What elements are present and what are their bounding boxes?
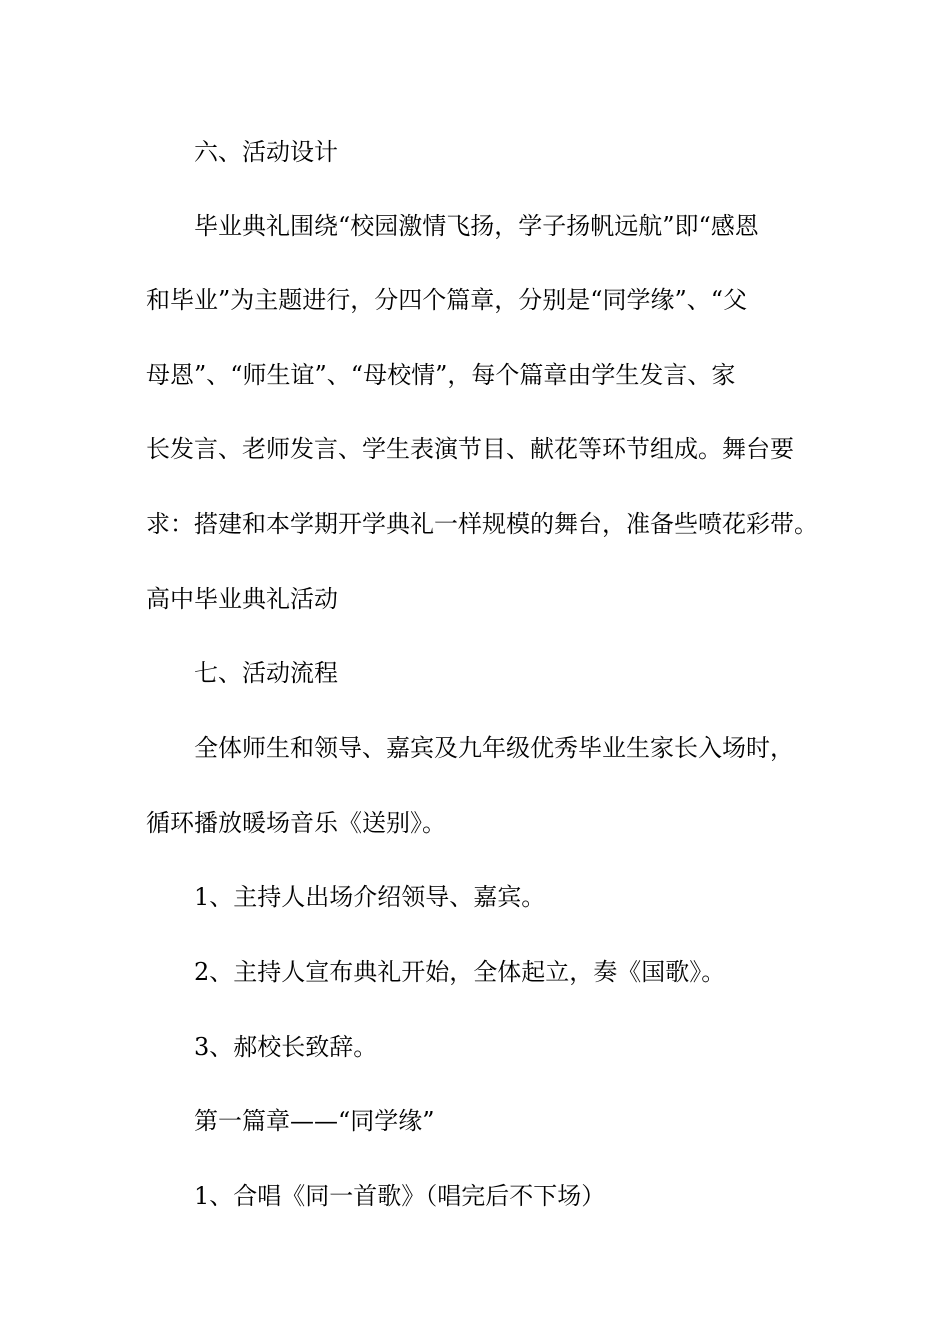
list-item: 1、主持人出场介绍领导、嘉宾。 [194, 883, 546, 911]
chapter-heading: 第一篇章——“同学缘” [194, 1107, 435, 1135]
list-item: 3、郝校长致辞。 [194, 1033, 378, 1061]
section-heading-activity-design: 六、活动设计 [194, 138, 338, 166]
paragraph-line: 循环播放暖场音乐《送别》。 [146, 809, 446, 837]
section-heading-activity-flow: 七、活动流程 [194, 659, 338, 687]
paragraph-line: 母恩”、“师生谊”、“母校情”，每个篇章由学生发言、家 [146, 361, 736, 389]
paragraph-line: 求：搭建和本学期开学典礼一样规模的舞台，准备些喷花彩带。 [146, 510, 818, 538]
paragraph-line: 长发言、老师发言、学生表演节目、献花等环节组成。舞台要 [146, 435, 794, 463]
paragraph-line: 全体师生和领导、嘉宾及九年级优秀毕业生家长入场时， [194, 734, 794, 762]
list-item: 2、主持人宣布典礼开始，全体起立，奏《国歌》。 [194, 958, 726, 986]
paragraph-line: 和毕业”为主题进行，分四个篇章，分别是“同学缘”、“父 [146, 286, 748, 314]
paragraph-line: 毕业典礼围绕“校园激情飞扬，学子扬帆远航”即“感恩 [194, 212, 759, 240]
paragraph-line: 高中毕业典礼活动 [146, 585, 338, 613]
list-item: 1、合唱《同一首歌》（唱完后不下场） [194, 1182, 606, 1210]
